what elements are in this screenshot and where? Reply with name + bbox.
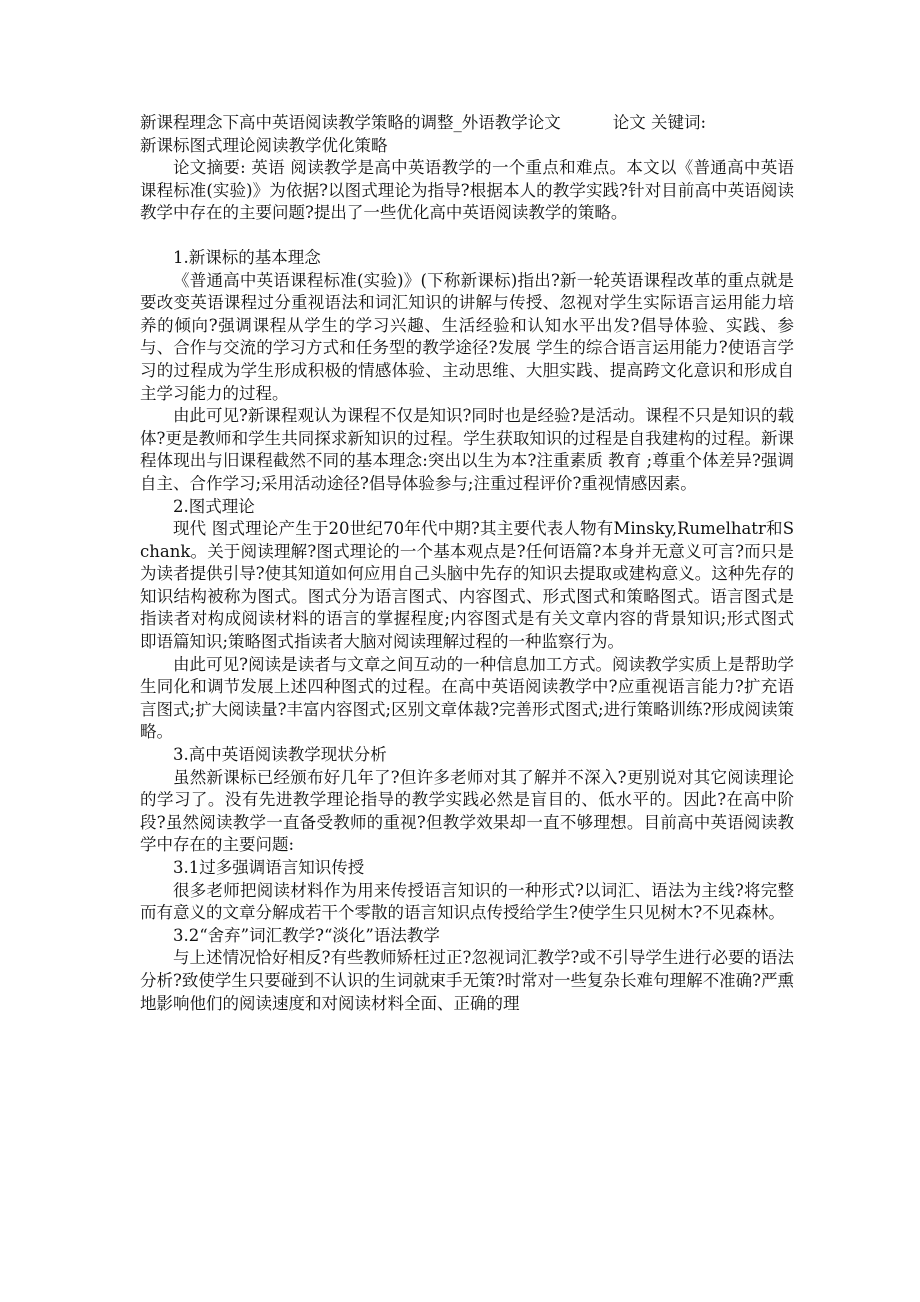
section-heading-2: 2.图式理论 (173, 496, 255, 516)
document-title: 新课程理念下高中英语阅读教学策略的调整_外语教学论文 (140, 113, 561, 132)
body-paragraph: 很多老师把阅读材料作为用来传授语言知识的一种形式?以词汇、语法为主线?将完整而有意义的文章分解成若干个零散的语言知识点传授给学生?使学生只见树木?不见森林。 (140, 880, 794, 923)
body-paragraph: 《普通高中英语课程标准(实验)》(下称新课标)指出?新一轮英语课程改革的重点就是要改变英语课程过分重视语法和词汇知识的讲解与传授、忽视对学生实际语言运用能力培养的倾向?强调课程从学生的学习兴趣、生活经验和认知水平出发?倡导体验、实践、参与、合作与交流的学习方式和任务型的教学途径?发展 学生的综合语言运用能力?使语言学习的过程成为学生形成积极的情感体验、主动思维、大胆实践、提高跨文化意识和形成自主学习能力的过程。 (140, 270, 794, 403)
document-page (140, 112, 794, 1015)
body-paragraph: 现代 图式理论产生于20世纪70年代中期?其主要代表人物有Minsky,Rumelhatr和Schank。关于阅读理解?图式理论的一个基本观点是?任何语篇?本身并无意义可言?而只是为读者提供引导?使其知道如何应用自己头脑中先存的知识去提取或建构意义。这种先存的知识结构被称为图式。图式分为语言图式、内容图式、形式图式和策略图式。语言图式是指读者对构成阅读材料的语言的掌握程度;内容图式是有关文章内容的背景知识;形式图式即语篇知识;策略图式指读者大脑对阅读理解过程的一种监察行为。 (140, 519, 794, 652)
section-heading-1: 1.新课标的基本理念 (173, 247, 321, 267)
body-paragraph: 由此可见?新课程观认为课程不仅是知识?同时也是经验?是活动。课程不只是知识的载体?更是教师和学生共同探求新知识的过程。学生获取知识的过程是自我建构的过程。新课程体现出与旧课程截然不同的基本理念:突出以生为本?注重素质 教育 ;尊重个体差异?强调自主、合作学习;采用活动途径?倡导体验参与;注重过程评价?重视情感因素。 (140, 406, 794, 493)
keywords-label: 论文 关键词: (612, 113, 707, 132)
abstract-paragraph: 论文摘要: 英语 阅读教学是高中英语教学的一个重点和难点。本文以《普通高中英语课程标准(实验)》为依据?以图式理论为指导?根据本人的教学实践?针对目前高中英语阅读教学中存在的主要问题?提出了一些优化高中英语阅读教学的策略。 (140, 158, 794, 223)
body-paragraph: 与上述情况恰好相反?有些教师矫枉过正?忽视词汇教学?或不引导学生进行必要的语法分析?致使学生只要碰到不认识的生词就束手无策?时常对一些复杂长难句理解不准确?严熏地影响他们的阅读速度和对阅读材料全面、正确的理 (140, 948, 794, 1013)
section-heading-3: 3.高中英语阅读教学现状分析 (173, 745, 387, 765)
body-paragraph: 虽然新课标已经颁布好几年了?但许多老师对其了解并不深入?更别说对其它阅读理论的学习了。没有先进教学理论指导的教学实践必然是盲目的、低水平的。因此?在高中阶段?虽然阅读教学一直备受教师的重视?但教学效果却一直不够理想。目前高中英语阅读教学中存在的主要问题: (140, 767, 794, 855)
title-keywords-line (140, 112, 794, 135)
section-heading-3-2: 3.2“舍弃”词汇教学?“淡化”语法教学 (173, 925, 440, 945)
keywords: 新课标图式理论阅读教学优化策略 (140, 135, 388, 155)
spacer (140, 225, 794, 247)
section-heading-3-1: 3.1过多强调语言知识传授 (173, 858, 365, 877)
body-paragraph: 由此可见?阅读是读者与文章之间互动的一种信息加工方式。阅读教学实质上是帮助学生同化和调节发展上述四种图式的过程。在高中英语阅读教学中?应重视语言能力?扩充语言图式;扩大阅读量?丰富内容图式;区别文章体裁?完善形式图式;进行策略训练?形成阅读策略。 (140, 654, 794, 742)
